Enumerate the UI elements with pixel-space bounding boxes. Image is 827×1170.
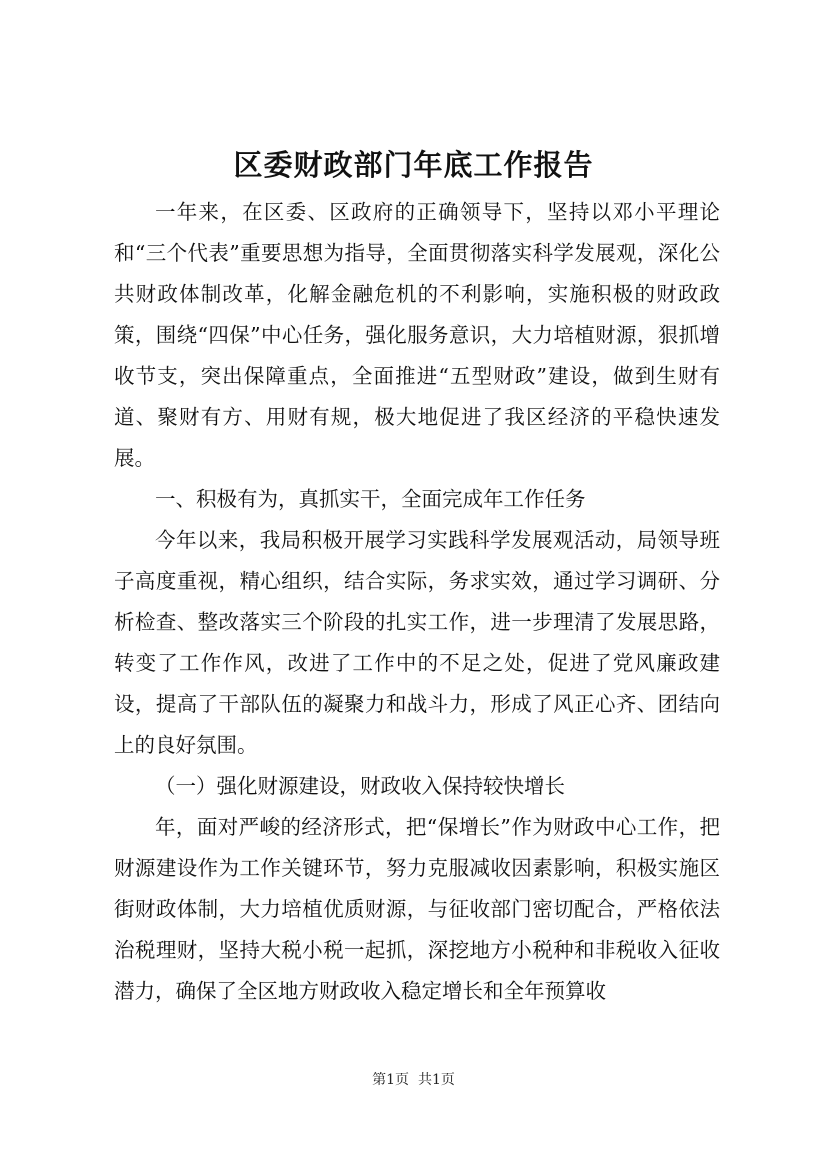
subsection-heading-1: （一）强化财源建设，财政收入保持较快增长: [155, 774, 565, 798]
page-label-suffix: 页: [440, 1072, 455, 1088]
document-body: [114, 192, 720, 1012]
paragraph-intro: 一年来，在区委、区政府的正确领导下，坚持以邓小平理论和“三个代表”重要思想为指导，全面贯彻落实科学发展观，深化公共财政体制改革，化解金融危机的不利影响，实施积极的财政政策，围绕“四保”中心任务，强化服务意识，大力培植财源，狠抓增收节支，突出保障重点，全面推进“五型财政”建设，做到生财有道、聚财有方、用财有规，极大地促进了我区经济的平稳快速发展。: [114, 200, 720, 470]
document-title: 区委财政部门年底工作报告: [233, 148, 594, 182]
page-total: 1: [431, 1072, 441, 1088]
page-label-prefix: 第: [372, 1072, 387, 1088]
page-label-mid: 页 共: [395, 1072, 432, 1088]
page-number: 1: [386, 1072, 396, 1088]
section-heading-1: 一、积极有为，真抓实干，全面完成年工作任务: [155, 487, 586, 511]
paragraph-revenue: 年，面对严峻的经济形式，把“保增长”作为财政中心工作，把财源建设作为工作关键环节，努力克服减收因素影响，积极实施区街财政体制，大力培植优质财源，与征收部门密切配合，严格依法治税理财，坚持大税小税一起抓，深挖地方小税种和非税收入征收潜力，确保了全区地方财政收入稳定增长和全年预算收: [114, 815, 720, 1003]
paragraph-study-activities: 今年以来，我局积极开展学习实践科学发展观活动，局领导班子高度重视，精心组织，结合实际，务求实效，通过学习调研、分析检查、整改落实三个阶段的扎实工作，进一步理清了发展思路，转变了工作作风，改进了工作中的不足之处，促进了党风廉政建设，提高了干部队伍的凝聚力和战斗力，形成了风正心齐、团结向上的良好氛围。: [114, 528, 720, 757]
page-footer: [0, 1070, 827, 1090]
